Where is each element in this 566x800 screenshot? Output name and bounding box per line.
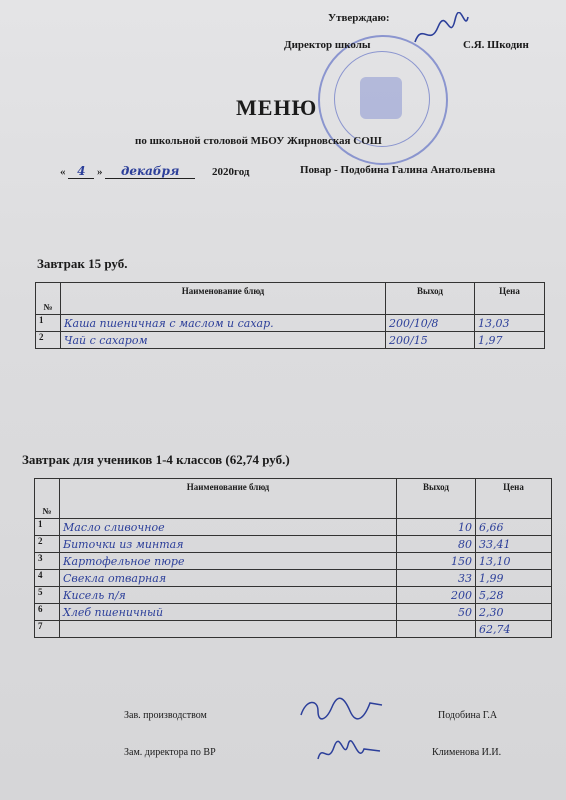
director-label: Директор школы [284, 39, 371, 51]
col-header-price: Цена [476, 479, 552, 519]
row-price: 6,66 [476, 519, 552, 536]
page-title: МЕНЮ [236, 95, 318, 120]
row-out: 200 [397, 587, 476, 604]
col-header-num: № [35, 479, 60, 519]
col-header-out: Выход [386, 283, 475, 315]
stamp-emblem [360, 77, 402, 119]
row-out: 200/15 [386, 332, 475, 349]
row-price: 1,99 [476, 570, 552, 587]
row-num: 6 [35, 604, 60, 621]
row-dish: Биточки из минтая [60, 536, 397, 553]
table-header-row [35, 479, 552, 519]
row-num: 3 [35, 553, 60, 570]
table-row [35, 587, 552, 604]
date-close-quote: » [97, 166, 103, 178]
col-header-out: Выход [397, 479, 476, 519]
table-row [36, 332, 545, 349]
signature-name-2: Клименова И.И. [432, 747, 502, 758]
row-out: 150 [397, 553, 476, 570]
row-dish: Хлеб пшеничный [60, 604, 397, 621]
row-num: 1 [35, 519, 60, 536]
section-1-heading: Завтрак 15 руб. [37, 256, 128, 271]
row-out: 50 [397, 604, 476, 621]
row-dish: Чай с сахаром [61, 332, 386, 349]
cook-label: Повар - Подобина Галина Анатольевна [300, 164, 496, 176]
signature-role-1: Зав. производством [124, 710, 207, 721]
director-name: С.Я. Шкодин [463, 39, 529, 51]
row-num: 4 [35, 570, 60, 587]
row-price: 13,03 [475, 315, 545, 332]
table-row-total [35, 621, 552, 638]
row-price: 13,10 [476, 553, 552, 570]
date-day: 4 [68, 164, 94, 179]
row-num: 7 [35, 621, 60, 638]
approve-label: Утверждаю: [328, 12, 390, 24]
production-head-signature [296, 693, 386, 727]
director-signature [410, 12, 470, 52]
table-row [35, 570, 552, 587]
row-dish: Свекла отварная [60, 570, 397, 587]
row-num: 2 [35, 536, 60, 553]
row-out: 80 [397, 536, 476, 553]
deputy-director-signature [314, 735, 384, 769]
section-2-heading: Завтрак для учеников 1-4 классов (62,74 руб.) [22, 452, 290, 467]
row-out: 200/10/8 [386, 315, 475, 332]
row-num: 1 [36, 315, 61, 332]
table-row [35, 536, 552, 553]
table-row [36, 315, 545, 332]
row-dish: Масло сливочное [60, 519, 397, 536]
junior-breakfast-table [34, 478, 552, 638]
date-year: 2020год [212, 166, 250, 178]
row-dish: Каша пшеничная с маслом и сахар. [61, 315, 386, 332]
table-row [35, 604, 552, 621]
breakfast-table [35, 282, 545, 349]
signature-role-2: Зам. директора по ВР [124, 747, 216, 758]
signature-name-1: Подобина Г.А [438, 710, 498, 721]
row-out: 33 [397, 570, 476, 587]
row-out: 10 [397, 519, 476, 536]
col-header-name: Наименование блюд [61, 283, 386, 315]
row-dish: Картофельное пюре [60, 553, 397, 570]
col-header-price: Цена [475, 283, 545, 315]
row-price: 1,97 [475, 332, 545, 349]
row-num: 2 [36, 332, 61, 349]
table-header-row [36, 283, 545, 315]
row-price: 5,28 [476, 587, 552, 604]
row-price-total: 62,74 [476, 621, 552, 638]
row-num: 5 [35, 587, 60, 604]
page-subtitle: по школьной столовой МБОУ Жирновская СОШ [135, 135, 382, 147]
col-header-num: № [36, 283, 61, 315]
row-out [397, 621, 476, 638]
row-price: 33,41 [476, 536, 552, 553]
row-dish [60, 621, 397, 638]
date-open-quote: « [60, 166, 66, 178]
col-header-name: Наименование блюд [60, 479, 397, 519]
table-row [35, 519, 552, 536]
date-month: декабря [105, 164, 195, 179]
table-row [35, 553, 552, 570]
row-price: 2,30 [476, 604, 552, 621]
row-dish: Кисель п/я [60, 587, 397, 604]
date-row [60, 164, 249, 179]
